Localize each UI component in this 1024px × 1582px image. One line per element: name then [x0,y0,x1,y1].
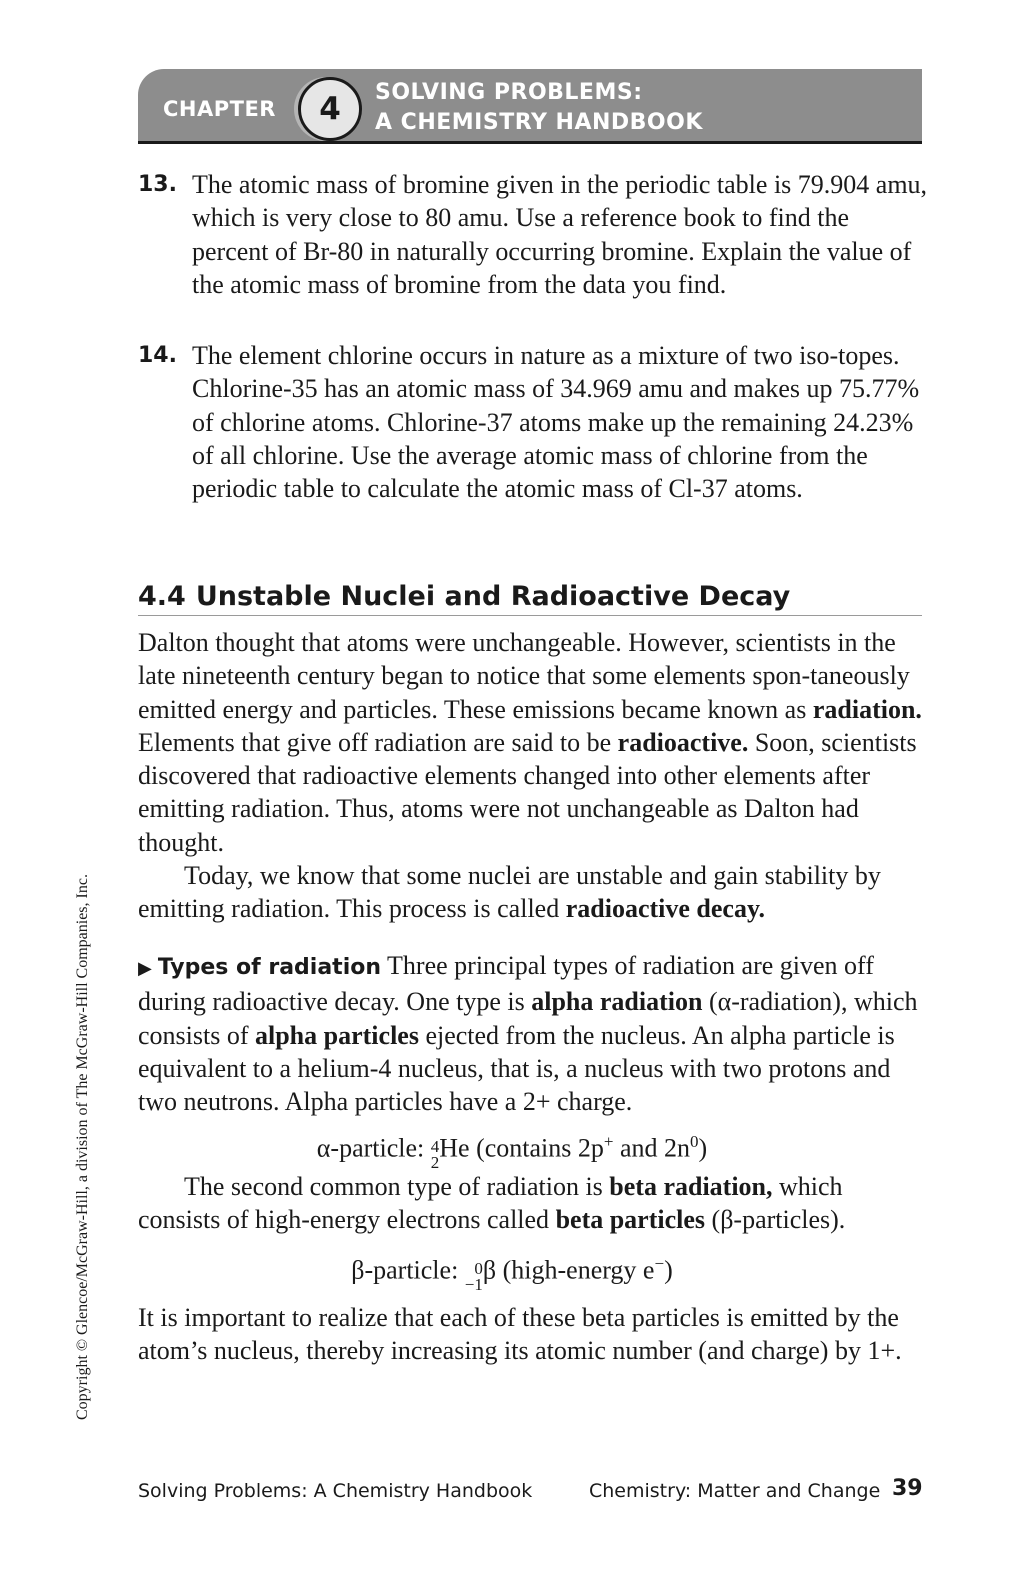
text-run: (β-particles). [705,1205,846,1235]
mass-number: 4 [430,1136,440,1156]
problem-text: The element chlorine occurs in nature as a mixture of two iso-topes. Chlorine-35 has an atomic mass of 34.969 amu and makes up 75.77% of chlorine atoms. Chlorine-37 atoms make up the remaining 24.23% of all chlorine. Use the average atomic mass of chlorine from the periodic table to calculate the atomic mass of Cl-37 atoms. [192,341,920,504]
text-run: ) [664,1255,673,1285]
text-run: (high-energy e [496,1255,655,1285]
text-run: which consists of high-energy electrons called [138,1172,843,1235]
page-number: 39 [892,1476,923,1501]
element-symbol: He [439,1133,470,1163]
term-radiation: radiation. [812,694,922,724]
types-heading: Types of radiation [157,955,382,980]
particle-symbol: β [482,1255,497,1285]
problem-14 [138,339,928,505]
footer-book-title: Solving Problems: A Chemistry Handbook [138,1480,533,1502]
intro-paragraphs [138,626,928,926]
equation-label: α-particle: [316,1133,431,1163]
section-heading [138,578,922,616]
text-run: Today, we know that some nuclei are unstable and gain stability by emitting radiation. This process is called [138,861,881,924]
chapter-header [138,69,922,143]
term-radioactive: radioactive. [617,727,749,757]
atomic-number: 2 [430,1152,440,1172]
section-number: 4.4 [138,581,186,612]
text-run: Elements that give off radiation are said to be [138,727,618,757]
types-paragraph [138,949,928,1118]
text-run: and 2n [613,1133,691,1163]
final-paragraph: It is important to realize that each of these beta particles is emitted by the atom’s nucleus, thereby increasing its atomic number (and charge) by 1+. [138,1303,902,1366]
text-run: Dalton thought that atoms were unchangeable. However, scientists in the late nineteenth century began to notice that some elements spon-taneously emitted energy and particles. These emissions became known as [138,628,910,724]
text-run: ejected from the nucleus. An alpha particle is equivalent to a helium-4 nucleus, that is, a nucleus with two protons and two neutrons. Alpha particles have a 2+ charge. [138,1020,895,1117]
footer-series-title: Chemistry: Matter and Change [589,1480,881,1502]
superscript: 0 [690,1132,699,1151]
term-beta-radiation: beta radiation, [609,1172,773,1201]
text-run: (contains 2p [469,1133,604,1163]
chapter-title-line1: SOLVING PROBLEMS: [375,80,643,105]
term-alpha-particles: alpha particles [255,1020,419,1050]
beta-particle-equation [0,1247,1024,1293]
problem-number: 13. [138,172,177,197]
chapter-title [375,78,703,138]
text-run: Three principal types of radiation are given off during radioactive decay. One type is [138,951,874,1017]
problem-number: 14. [138,343,177,368]
section-title: Unstable Nuclei and Radioactive Decay [195,581,791,612]
nuclide-numbers [430,1136,440,1172]
problem-13 [138,168,928,301]
beta-paragraph [138,1170,928,1237]
atomic-number: −1 [464,1274,483,1294]
term-alpha-radiation: alpha radiation [531,987,703,1017]
mass-number: 0 [474,1258,483,1278]
equation-label: β-particle: [351,1255,465,1285]
chapter-label: CHAPTER [163,97,276,121]
term-radioactive-decay: radioactive decay. [565,894,766,924]
text-run: (α-radiation), which consists of [138,987,918,1050]
triangle-arrow-icon: ▶ [138,958,152,978]
paragraph-radiation [138,626,928,859]
superscript: − [654,1254,665,1273]
text-run: The second common type of radiation is [184,1172,610,1201]
chapter-number-badge: 4 [298,77,362,141]
text-run: ) [698,1133,708,1163]
alpha-particle-equation [0,1125,1024,1171]
nuclide-numbers [464,1258,483,1294]
paragraph-decay [138,859,928,926]
superscript: + [603,1132,614,1151]
copyright-sidebar: Copyright © Glencoe/McGraw-Hill, a division of The McGraw-Hill Companies, Inc. [74,874,91,1420]
term-beta-particles: beta particles [555,1205,706,1235]
problem-text: The atomic mass of bromine given in the periodic table is 79.904 amu, which is very close to 80 amu. Use a reference book to find the percent of Br-80 in naturally occurring bromine. Explain the value of the atomic mass of bromine from the data you find. [192,170,928,299]
text-run: Soon, scientists discovered that radioactive elements changed into other elements after emitting radiation. Thus, atoms were not unchangeable as Dalton had thought. [138,727,917,857]
chapter-title-line2: A CHEMISTRY HANDBOOK [375,110,703,135]
